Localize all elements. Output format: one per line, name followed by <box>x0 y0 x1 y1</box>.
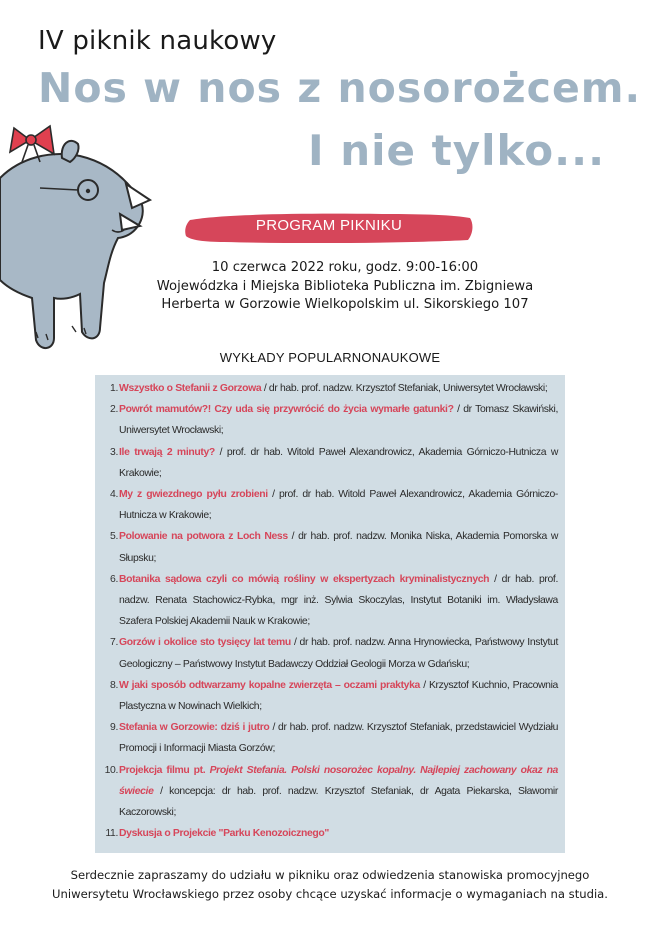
lecture-film-title: Projekt Stefania. Polski nosorożec kopalny. Najlepiej zachowany okaz na świecie <box>119 764 558 797</box>
event-venue-line-1: Wojewódzka i Miejska Biblioteka Publiczna im. Zbigniewa <box>156 278 534 294</box>
main-title: Nos w nos z nosorożcem. <box>38 64 642 112</box>
lecture-details: / koncepcja: dr hab. prof. nadzw. Krzysztof Stefaniak, dr Agata Piekarska, Sławomir Kaczorowski; <box>119 785 558 819</box>
lecture-number: 1. <box>110 383 118 394</box>
lecture-details: / dr hab. prof. nadzw. Krzysztof Stefaniak, Uniwersytet Wrocławski; <box>261 383 548 394</box>
lecture-number: 6. <box>110 573 118 585</box>
lecture-title-text: W jaki sposób odtwarzamy kopalne zwierzęta – oczami praktyka <box>119 679 420 691</box>
lecture-title <box>119 637 291 648</box>
lecture-title-text: Ile trwają 2 minuty? <box>119 446 215 458</box>
event-venue-line-2: Herberta w Gorzowie Wielkopolskim ul. Sikorskiego 107 <box>161 297 529 312</box>
lecture-number: 4. <box>110 489 118 501</box>
lecture-details: / dr hab. prof. nadzw. Monika Niska, Akademia Pomorska w Słupsku; <box>119 531 558 564</box>
rhino-mascot-illustration <box>0 118 160 358</box>
lecture-number: 8. <box>110 679 118 691</box>
lecture-title <box>119 680 420 691</box>
lecture-title <box>119 489 268 500</box>
lecture-details: / prof. dr hab. Witold Paweł Alexandrowicz, Akademia Górniczo-Hutnicza w Krakowie; <box>119 489 558 522</box>
lecture-item <box>95 484 558 526</box>
lecture-details: / dr hab. prof. nadzw. Krzysztof Stefaniak, przedstawiciel Wydziału Promocji i Informacji Miasta Gorzów; <box>119 722 559 755</box>
section-heading: WYKŁADY POPULARNONAUKOWE <box>219 350 441 365</box>
lecture-list <box>95 375 565 844</box>
lecture-item <box>95 760 558 824</box>
event-line: IV piknik naukowy <box>38 26 277 56</box>
lecture-title-text: Stefania w Gorzowie: dziś i jutro <box>119 722 270 734</box>
rhino-body <box>0 154 143 348</box>
sub-title: I nie tylko... <box>308 126 606 175</box>
lecture-item <box>95 526 558 568</box>
lecture-item <box>95 823 558 844</box>
lecture-number: 5. <box>110 531 118 543</box>
lecture-title-text: Powrót mamutów?! Czy uda się przywrócić do życia wymarłe gatunki? <box>119 404 454 416</box>
lecture-title <box>119 447 215 458</box>
lecture-number: 7. <box>110 637 118 649</box>
lecture-title <box>119 531 288 542</box>
lecture-details: / Krzysztof Kuchnio, Pracownia Plastyczna w Nowinach Wielkich; <box>119 679 558 713</box>
lecture-item <box>95 632 558 674</box>
program-banner-label: PROGRAM PIKNIKU <box>255 217 403 234</box>
lecture-number: 3. <box>110 446 118 458</box>
lecture-item <box>95 675 558 717</box>
lecture-number: 9. <box>110 722 118 734</box>
lecture-details: / dr hab. prof. nadzw. Anna Hrynowiecka, Państwowy Instytut Geologiczny – Państwowy Instytut Badawczy Oddział Geologii Morza w Gdańsku; <box>119 637 559 670</box>
lecture-title <box>119 574 489 585</box>
program-banner <box>184 210 474 246</box>
lecture-item <box>95 569 558 633</box>
lecture-title-text: Wszystko o Stefanii z Gorzowa <box>119 383 262 394</box>
lecture-title-text: My z gwiezdnego pyłu zrobieni <box>119 489 268 501</box>
lectures-panel <box>95 375 565 853</box>
lecture-item <box>95 442 558 484</box>
lecture-title-text: Dyskusja o Projekcie "Parku Kenozoicznego" <box>119 828 329 840</box>
lecture-details: / prof. dr hab. Witold Paweł Alexandrowicz, Akademia Górniczo-Hutnicza w Krakowie; <box>119 446 558 479</box>
lecture-number: 2. <box>110 404 118 416</box>
lecture-details: / dr Tomasz Skawiński, Uniwersytet Wrocławski; <box>119 404 558 437</box>
event-info <box>130 259 560 315</box>
event-date: 10 czerwca 2022 roku, godz. 9:00-16:00 <box>211 260 479 275</box>
lecture-item <box>95 399 558 441</box>
footer-line-1: Serdecznie zapraszamy do udziału w pikniku oraz odwiedzenia stanowiska promocyjnego <box>70 868 590 882</box>
lecture-title-text: Polowanie na potwora z Loch Ness <box>119 531 288 543</box>
lecture-title <box>119 404 454 415</box>
footer-line-2: Uniwersytetu Wrocławskiego przez osoby chcące uzyskać informacje o wymaganiach na studia. <box>52 887 608 901</box>
lecture-title-text: Projekcja filmu pt. <box>119 764 210 776</box>
lecture-title <box>119 383 261 394</box>
lecture-item <box>95 717 558 759</box>
lecture-title-text: Gorzów i okolice sto tysięcy lat temu <box>119 637 291 649</box>
lecture-title-text: Botanika sądowa czyli co mówią rośliny w ekspertyzach kryminalistycznych <box>119 573 490 585</box>
lecture-number: 11. <box>105 828 118 840</box>
lecture-item <box>95 378 558 399</box>
lecture-number: 10. <box>104 764 118 776</box>
lecture-details: / dr hab. prof. nadzw. Renata Stachowicz-Rybka, mgr inż. Sylwia Skoczylas, Instytut Botaniki im. Władysława Szafera Polskiej Akademii Nauk w Krakowie; <box>119 573 558 628</box>
lecture-title <box>119 722 269 733</box>
lecture-title <box>119 828 329 839</box>
footer-note <box>20 866 640 904</box>
